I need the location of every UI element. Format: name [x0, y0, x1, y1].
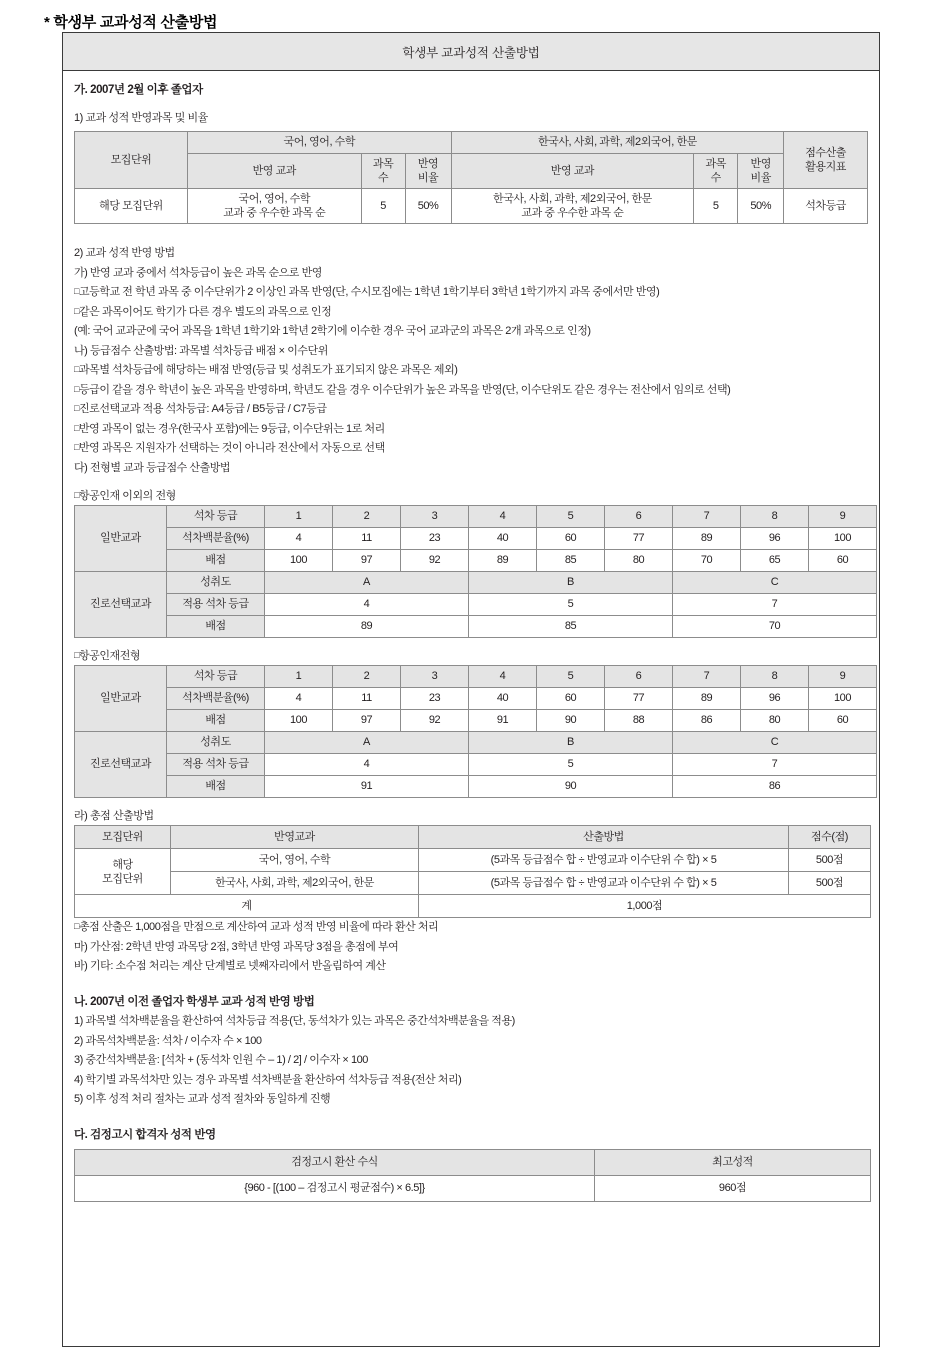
rank-grade-value: 8: [741, 506, 809, 528]
ratio-header-line2: 비율: [417, 172, 439, 184]
kgs-max-value: 960점: [595, 1176, 871, 1202]
grade-table-2-caption: □ 항공인재전형: [74, 647, 868, 665]
percentile-value: 77: [605, 528, 673, 550]
general-subject-label: 일반교과: [75, 666, 167, 732]
rank-grade-value: 6: [605, 506, 673, 528]
count-header-line1: 과목: [705, 158, 726, 170]
table-row: [75, 528, 877, 550]
total-score-title: 라) 총점 산출방법: [74, 810, 154, 822]
g1-ratio-header: [405, 154, 451, 189]
score-value: 80: [605, 550, 673, 572]
table-row: [75, 550, 877, 572]
total-subjects-header: 반영교과: [171, 826, 419, 849]
rank-grade-value: 5: [537, 666, 605, 688]
table-row: [75, 666, 877, 688]
score-value: 100: [265, 710, 333, 732]
reflection-method-notes: [74, 264, 868, 479]
section-b-items: [74, 1012, 868, 1110]
document-frame: [62, 32, 880, 1347]
section-b-item: 5) 이후 성적 처리 절차는 교과 성적 절차와 동일하게 진행: [74, 1093, 331, 1105]
kgs-formula-value: {960 - [(100 – 검정고시 평균점수) × 6.5]}: [75, 1176, 595, 1202]
method-note-line: 가) 반영 교과 중에서 석차등급이 높은 과목 순으로 반영: [74, 266, 322, 279]
applied-grade-value: 7: [673, 754, 877, 776]
grade-table-non-aviation: [74, 505, 877, 638]
table-row: [75, 849, 871, 872]
achievement-label: 성취도: [167, 732, 265, 754]
rank-grade-value: 8: [741, 666, 809, 688]
qualification-exam-table: [74, 1149, 871, 1202]
table-row: [75, 189, 868, 224]
percentile-value: 11: [333, 688, 401, 710]
percentile-value: 100: [809, 528, 877, 550]
percentile-value: 40: [469, 528, 537, 550]
percentile-value: 4: [265, 688, 333, 710]
section-b-item: 2) 과목석차백분율: 석차 / 이수자 수 × 100: [74, 1034, 262, 1047]
rank-grade-label: 석차 등급: [167, 666, 265, 688]
applied-grade-label: 적용 석차 등급: [167, 594, 265, 616]
g1-count-header: [361, 154, 405, 189]
career-score-value: 70: [673, 616, 877, 638]
rank-grade-value: 1: [265, 666, 333, 688]
reflection-subjects-table: [74, 131, 868, 224]
total-unit-line2: 모집단위: [102, 872, 143, 885]
percentile-value: 89: [673, 528, 741, 550]
percentile-value: 89: [673, 688, 741, 710]
score-value: 86: [673, 710, 741, 732]
score-value: 70: [673, 550, 741, 572]
score-value: 97: [333, 550, 401, 572]
row-g1-ratio: 50%: [405, 189, 451, 224]
method-note-line: □ 고등학교 전 학년 과목 중 이수단위가 2 이상인 과목 반영(단, 수시모집에는 1학년 1학기부터 3학년 1학기까지 과목 중에서만 반영): [74, 283, 868, 303]
table-row: [75, 710, 877, 732]
applied-grade-value: 4: [265, 594, 469, 616]
g2-count-header: [694, 154, 738, 189]
count-header-line2: 수: [377, 172, 389, 184]
table-row: [75, 872, 871, 895]
career-score-value: 86: [673, 776, 877, 798]
total-unit-value: [75, 849, 171, 895]
percentile-value: 23: [401, 528, 469, 550]
applied-grade-label: 적용 석차 등급: [167, 754, 265, 776]
rank-grade-value: 5: [537, 506, 605, 528]
achievement-value: C: [673, 732, 877, 754]
section-b-item: 4) 학기별 과목석차만 있는 경우 과목별 석차백분율 환산하여 석차등급 적용(전산 처리): [74, 1073, 462, 1086]
score-value: 100: [265, 550, 333, 572]
rank-grade-value: 2: [333, 506, 401, 528]
method-note-line: □ 진로선택교과 적용 석차등급: A4등급 / B5등급 / C7등급: [74, 400, 868, 420]
score-value: 60: [809, 710, 877, 732]
achievement-value: B: [469, 732, 673, 754]
method-note-line: □ 등급이 같을 경우 학년이 높은 과목을 반영하며, 학년도 같을 경우 이수단위가 높은 과목을 반영(단, 이수단위도 같은 경우는 전산에서 임의로 선택): [74, 381, 868, 401]
rank-grade-label: 석차 등급: [167, 506, 265, 528]
section-c-title: 다. 검정고시 합격자 성적 반영: [74, 1128, 216, 1141]
rank-grade-value: 7: [673, 666, 741, 688]
score-value: 91: [469, 710, 537, 732]
achievement-value: C: [673, 572, 877, 594]
score-value: 90: [537, 710, 605, 732]
ratio-header-line1: 반영: [417, 158, 439, 170]
table-row: [75, 154, 868, 189]
g2-subject-header: 반영 교과: [451, 154, 694, 189]
general-subject-label: 일반교과: [75, 506, 167, 572]
ratio-header-line1: 반영: [750, 158, 771, 170]
g2-subjects-line1: 한국사, 사회, 과학, 제2외국어, 한문: [493, 193, 652, 205]
score-value: 92: [401, 550, 469, 572]
document-body: [63, 71, 879, 1210]
achievement-value: A: [265, 572, 469, 594]
score-value: 92: [401, 710, 469, 732]
section-a-sub1-title: 1) 교과 성적 반영과목 및 비율: [74, 111, 208, 124]
table-row: [75, 132, 868, 154]
g2-ratio-header: [738, 154, 784, 189]
table-row: [75, 776, 877, 798]
total-score-notes: [74, 918, 868, 977]
table-row: [75, 754, 877, 776]
col-group2-header: 한국사, 사회, 과학, 제2외국어, 한문: [451, 132, 784, 154]
table-row: [75, 826, 871, 849]
table-row: [75, 594, 877, 616]
applied-grade-value: 5: [469, 594, 673, 616]
percentile-value: 96: [741, 688, 809, 710]
g2-subjects-line2: 교과 중 우수한 과목 순: [521, 207, 624, 219]
method-note-line: □ 반영 과목은 지원자가 선택하는 것이 아니라 전산에서 자동으로 선택: [74, 439, 868, 459]
score-value: 89: [469, 550, 537, 572]
row-indicator-value: 석차등급: [784, 189, 868, 224]
row-g2-count: 5: [694, 189, 738, 224]
score-value: 60: [809, 550, 877, 572]
grade-table-1-caption: □ 항공인재 이외의 전형: [74, 487, 868, 505]
career-score-label: 배점: [167, 616, 265, 638]
percentile-value: 60: [537, 528, 605, 550]
score-value: 65: [741, 550, 809, 572]
total-sum-label: 계: [75, 895, 419, 918]
score-value: 85: [537, 550, 605, 572]
percentile-label: 석차백분율(%): [167, 688, 265, 710]
percentile-value: 77: [605, 688, 673, 710]
achievement-label: 성취도: [167, 572, 265, 594]
total-score-header: 점수(점): [789, 826, 871, 849]
career-subject-label: 진로선택교과: [75, 732, 167, 798]
total-score-note-line: □ 총점 산출은 1,000점을 만점으로 계산하여 교과 성적 반영 비율에 따라 환산 처리: [74, 918, 868, 938]
table-row: [75, 895, 871, 918]
grade-table-aviation: [74, 665, 877, 798]
page-title: * 학생부 교과성적 산출방법: [44, 14, 218, 31]
row-unit-value: 해당 모집단위: [75, 189, 188, 224]
rank-grade-value: 1: [265, 506, 333, 528]
ratio-header-line2: 비율: [750, 172, 771, 184]
rank-grade-value: 2: [333, 666, 401, 688]
table-row: [75, 572, 877, 594]
rank-grade-value: 4: [469, 666, 537, 688]
method-note-line: (예: 국어 교과군에 국어 과목을 1학년 1학기와 1학년 2학기에 이수한 경우 국어 교과군의 과목은 2개 과목으로 인정): [74, 325, 591, 337]
table-row: [75, 732, 877, 754]
score-label: 배점: [167, 550, 265, 572]
rank-grade-value: 3: [401, 666, 469, 688]
col-unit-header: 모집단위: [75, 132, 188, 189]
g1-subjects-line2: 교과 중 우수한 과목 순: [223, 207, 326, 219]
achievement-value: A: [265, 732, 469, 754]
score-label: 배점: [167, 710, 265, 732]
percentile-value: 4: [265, 528, 333, 550]
percentile-value: 100: [809, 688, 877, 710]
total-unit-header: 모집단위: [75, 826, 171, 849]
row-g2-subjects: [451, 189, 694, 224]
total-score-note-line: 마) 가산점: 2학년 반영 과목당 2점, 3학년 반영 과목당 3점을 총점에 부여: [74, 940, 399, 953]
score-value: 88: [605, 710, 673, 732]
count-header-line2: 수: [710, 172, 721, 184]
total-sum-value: 1,000점: [419, 895, 871, 918]
kgs-max-header: 최고성적: [595, 1150, 871, 1176]
col-indicator-header: [784, 132, 868, 189]
rank-grade-value: 7: [673, 506, 741, 528]
percentile-value: 11: [333, 528, 401, 550]
count-header-line1: 과목: [372, 158, 394, 170]
total-row-method: (5과목 등급점수 합 ÷ 반영교과 이수단위 수 합) × 5: [419, 872, 789, 895]
career-score-label: 배점: [167, 776, 265, 798]
percentile-label: 석차백분율(%): [167, 528, 265, 550]
table-row: [75, 1176, 871, 1202]
applied-grade-value: 7: [673, 594, 877, 616]
reflection-subjects-table-wrap: [74, 131, 868, 224]
total-method-header: 산출방법: [419, 826, 789, 849]
row-g2-ratio: 50%: [738, 189, 784, 224]
total-score-note-line: 바) 기타: 소수점 처리는 계산 단계별로 넷째자리에서 반올림하여 계산: [74, 960, 386, 972]
total-unit-line1: 해당: [112, 858, 133, 871]
method-note-line: □ 과목별 석차등급에 해당하는 배점 반영(등급 및 성취도가 표기되지 않은 과목은 제외): [74, 361, 868, 381]
score-value: 97: [333, 710, 401, 732]
total-row-subjects: 국어, 영어, 수학: [171, 849, 419, 872]
method-note-line: 다) 전형별 교과 등급점수 산출방법: [74, 461, 231, 474]
total-row-score: 500점: [789, 872, 871, 895]
indicator-header-line1: 점수산출: [805, 147, 846, 159]
rank-grade-value: 9: [809, 666, 877, 688]
percentile-value: 60: [537, 688, 605, 710]
table-row: [75, 688, 877, 710]
g1-subjects-line1: 국어, 영어, 수학: [238, 193, 311, 205]
table-row: [75, 506, 877, 528]
section-a-sub2-title: 2) 교과 성적 반영 방법: [74, 247, 175, 259]
rank-grade-value: 4: [469, 506, 537, 528]
section-b-item: 3) 중간석차백분율: [석차 + (동석차 인원 수 – 1) / 2] / 이수자 × 100: [74, 1054, 368, 1066]
percentile-value: 23: [401, 688, 469, 710]
rank-grade-value: 9: [809, 506, 877, 528]
total-row-subjects: 한국사, 사회, 과학, 제2외국어, 한문: [171, 872, 419, 895]
banner-title: 학생부 교과성적 산출방법: [63, 33, 879, 71]
section-a-title: 가. 2007년 2월 이후 졸업자: [74, 84, 203, 96]
rank-grade-value: 6: [605, 666, 673, 688]
total-score-table: [74, 825, 871, 918]
applied-grade-value: 5: [469, 754, 673, 776]
method-note-line: 나) 등급점수 산출방법: 과목별 석차등급 배점 × 이수단위: [74, 344, 328, 357]
row-g1-subjects: [187, 189, 361, 224]
career-score-value: 89: [265, 616, 469, 638]
table-row: [75, 616, 877, 638]
percentile-value: 40: [469, 688, 537, 710]
percentile-value: 96: [741, 528, 809, 550]
career-score-value: 85: [469, 616, 673, 638]
kgs-formula-header: 검정고시 환산 수식: [75, 1150, 595, 1176]
g1-subject-header: 반영 교과: [187, 154, 361, 189]
section-b-item: 1) 과목별 석차백분율을 환산하여 석차등급 적용(단, 동석차가 있는 과목은 중간석차백분율을 적용): [74, 1015, 515, 1027]
total-row-score: 500점: [789, 849, 871, 872]
col-group1-header: 국어, 영어, 수학: [187, 132, 451, 154]
career-score-value: 91: [265, 776, 469, 798]
row-g1-count: 5: [361, 189, 405, 224]
applied-grade-value: 4: [265, 754, 469, 776]
method-note-line: □ 반영 과목이 없는 경우(한국사 포함)에는 9등급, 이수단위는 1로 처리: [74, 420, 868, 440]
achievement-value: B: [469, 572, 673, 594]
total-row-method: (5과목 등급점수 합 ÷ 반영교과 이수단위 수 합) × 5: [419, 849, 789, 872]
method-note-line: □ 같은 과목이어도 학기가 다른 경우 별도의 과목으로 인정: [74, 303, 868, 323]
rank-grade-value: 3: [401, 506, 469, 528]
career-subject-label: 진로선택교과: [75, 572, 167, 638]
indicator-header-line2: 활용지표: [805, 161, 846, 173]
career-score-value: 90: [469, 776, 673, 798]
section-b-title: 나. 2007년 이전 졸업자 학생부 교과 성적 반영 방법: [74, 995, 315, 1008]
score-value: 80: [741, 710, 809, 732]
table-row: [75, 1150, 871, 1176]
